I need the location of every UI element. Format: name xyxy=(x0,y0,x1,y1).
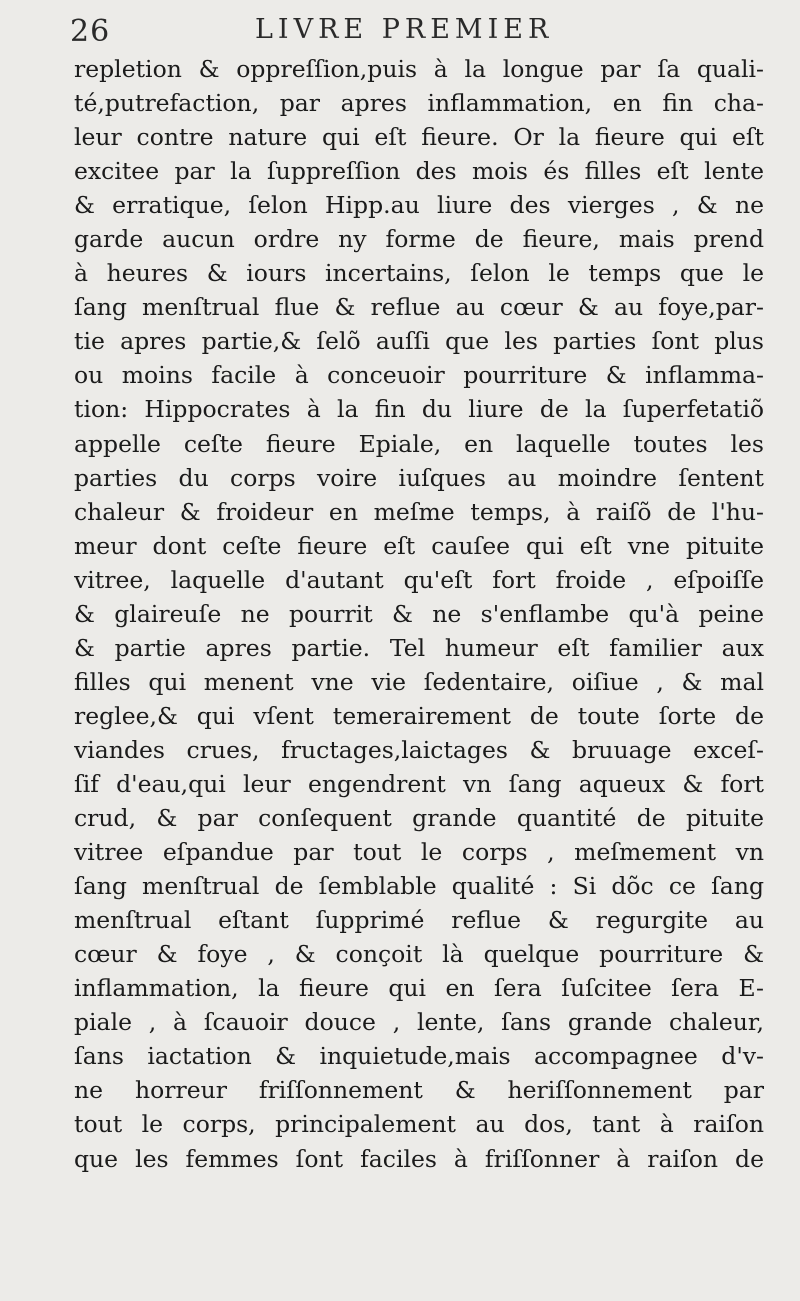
text-line: reglee,& qui vſent temerairement de toute ſorte de xyxy=(74,701,764,730)
text-line: appelle ceſte fieure Epiale, en laquelle toutes les xyxy=(74,429,764,458)
text-line: vitree, laquelle d'autant qu'eſt fort froide , eſpoiſſe xyxy=(74,565,764,594)
text-line: ſans iactation & inquietude,mais accompagnee d'v- xyxy=(74,1042,764,1071)
text-line: cœur & foye , & conçoit là quelque pourriture & xyxy=(74,940,764,969)
text-line: crud, & par conſequent grande quantité de pituite xyxy=(74,804,764,833)
text-line: leur contre nature qui eſt fieure. Or la fieure qui eſt xyxy=(74,123,764,152)
text-line: té,putrefaction, par apres inflammation, en fin cha- xyxy=(74,89,764,118)
text-line: piale , à ſcauoir douce , lente, ſans grande chaleur, xyxy=(74,1008,764,1037)
text-line: ſang menſtrual flue & reflue au cœur & au foye,par- xyxy=(74,293,764,322)
text-line: ſif d'eau,qui leur engendrent vn ſang aqueux & fort xyxy=(74,769,764,798)
text-line: que les femmes ſont faciles à friſſonner à raiſon de xyxy=(74,1144,764,1173)
text-line: & erratique, ſelon Hipp.au liure des vierges , & ne xyxy=(74,191,764,220)
body-text xyxy=(74,52,764,1176)
text-line: ne horreur friſſonnement & heriſſonnement par xyxy=(74,1076,764,1105)
page-number: 26 xyxy=(70,14,111,49)
text-line: & partie apres partie. Tel humeur eſt familier aux xyxy=(74,633,764,662)
page-header xyxy=(0,0,800,50)
text-line: & glaireuſe ne pourrit & ne s'enflambe qu'à peine xyxy=(74,599,764,628)
text-line: vitree eſpandue par tout le corps , meſmement vn xyxy=(74,838,764,867)
text-line: tie apres partie,& ſelõ auſſi que les parties ſont plus xyxy=(74,327,764,356)
text-line: menſtrual eſtant ſupprimé reflue & regurgite au xyxy=(74,906,764,935)
text-line: chaleur & froideur en meſme temps, à raiſõ de l'hu- xyxy=(74,497,764,526)
text-line: viandes crues, fructages,laictages & bruuage exceſ- xyxy=(74,735,764,764)
text-line: à heures & iours incertains, ſelon le temps que le xyxy=(74,259,764,288)
running-head: LIVRE PREMIER xyxy=(255,14,554,45)
text-line: tout le corps, principalement au dos, tant à raiſon xyxy=(74,1110,764,1139)
text-line: ou moins facile à conceuoir pourriture & inflamma- xyxy=(74,361,764,390)
text-line: inflammation, la fieure qui en ſera ſuſcitee ſera E- xyxy=(74,974,764,1003)
text-line: tion: Hippocrates à la fin du liure de la ſuperfetatiõ xyxy=(74,395,764,424)
text-line: repletion & oppreſſion,puis à la longue par ſa quali- xyxy=(74,55,764,83)
text-line: meur dont ceſte fieure eſt cauſee qui eſt vne pituite xyxy=(74,531,764,560)
text-line: excitee par la ſuppreſſion des mois és filles eſt lente xyxy=(74,157,764,186)
text-line: ſang menſtrual de ſemblable qualité : Si dõc ce ſang xyxy=(74,872,764,901)
text-line: parties du corps voire iuſques au moindre ſentent xyxy=(74,463,764,492)
text-line: filles qui menent vne vie ſedentaire, oiſiue , & mal xyxy=(74,667,764,696)
text-line: garde aucun ordre ny forme de fieure, mais prend xyxy=(74,225,764,254)
